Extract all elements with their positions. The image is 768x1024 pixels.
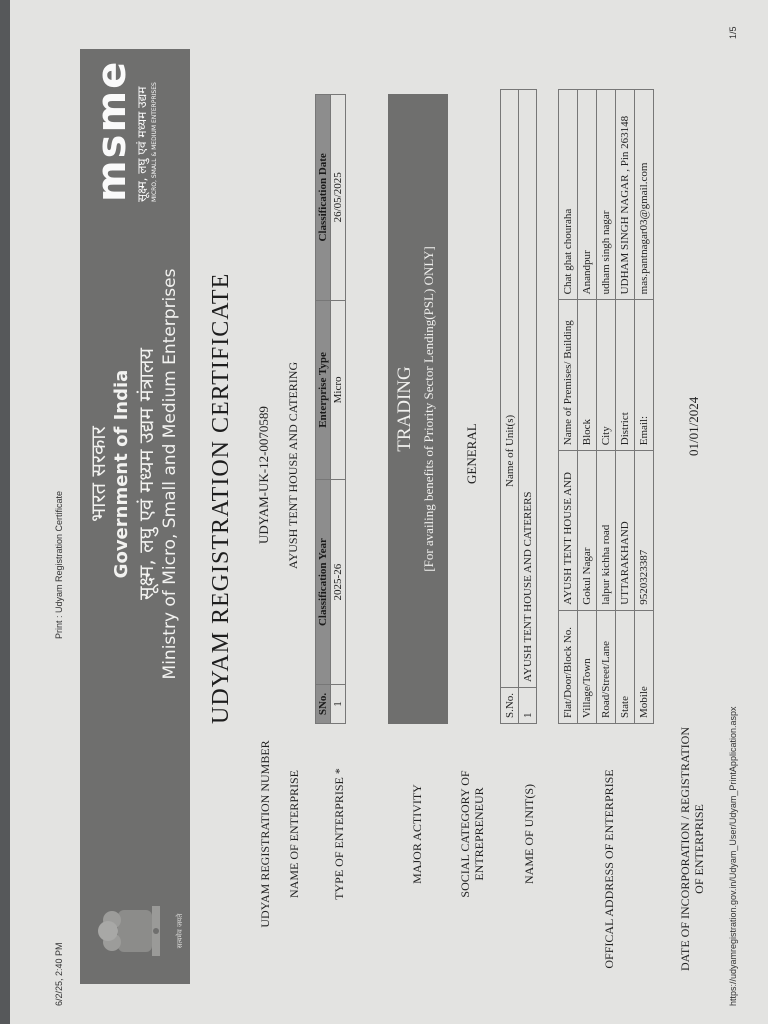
label-reg-number: UDYAM REGISTRATION NUMBER	[258, 740, 272, 928]
label-social-category: SOCIAL CATEGORY OF ENTREPRENEUR	[458, 770, 486, 898]
state-value: UTTARAKHAND	[616, 451, 635, 611]
print-timestamp: 6/2/25, 2:40 PM	[54, 942, 64, 1006]
table-row	[597, 90, 616, 724]
enterprise-name-value: AYUSH TENT HOUSE AND CATERING	[286, 361, 300, 569]
address-table	[558, 89, 654, 724]
mobile-label: Mobile	[635, 610, 654, 723]
mobile-value: 9520323387	[635, 451, 654, 611]
emblem-caption: सत्यमेव जयते	[176, 913, 184, 949]
psl-note: [For availing benefits of Priority Sector Lending(PSL) ONLY]	[421, 246, 436, 572]
print-url: https://udyamregistration.gov.in/Udyam_User/Udyam_PrintApplication.aspx	[728, 706, 738, 1006]
rotated-page	[10, 0, 768, 1024]
label-enterprise-name: NAME OF ENTERPRISE	[287, 770, 301, 899]
header-text	[86, 194, 182, 754]
city-value: udham singh nagar	[597, 90, 616, 300]
label-units: NAME OF UNIT(S)	[522, 784, 536, 884]
msme-english: MICRO, SMALL & MEDIUM ENTERPRISES	[151, 82, 158, 202]
flat-label: Flat/Door/Block No.	[559, 610, 578, 723]
units-table	[500, 89, 537, 724]
cell-unit-sno: 1	[519, 687, 537, 723]
classification-table	[315, 94, 346, 724]
block-value: Anandpur	[578, 90, 597, 300]
reg-number-value: UDYAM-UK-12-0070589	[256, 406, 271, 544]
ministry-name: Ministry of Micro, Small and Medium Enterprises	[160, 268, 180, 680]
col-unit-name: Name of Unit(s)	[501, 90, 519, 688]
label-major-activity: MAJOR ACTIVITY	[410, 784, 424, 884]
email-value: mas.pantnagar03@gmail.com	[635, 90, 654, 300]
label-incorporation-date: DATE OF INCORPORATION / REGISTRATION OF ENTERPRISE	[678, 727, 706, 972]
flat-value: AYUSH TENT HOUSE AND	[559, 451, 578, 611]
state-label: State	[616, 610, 635, 723]
cell-sno: 1	[331, 685, 346, 724]
page-number: 1/5	[728, 26, 738, 39]
table-header-row	[316, 95, 331, 724]
national-emblem-icon	[90, 896, 174, 966]
major-activity-band	[388, 94, 448, 724]
village-label: Village/Town	[578, 610, 597, 723]
table-row	[616, 90, 635, 724]
print-title: Print : Udyam Registration Certificate	[54, 490, 64, 639]
col-sno: SNo.	[316, 685, 331, 724]
col-type: Enterprise Type	[316, 300, 331, 480]
cell-year: 2025-26	[331, 480, 346, 685]
col-unit-sno: S.No.	[501, 687, 519, 723]
cell-unit-name: AYUSH TENT HOUSE AND CATERERS	[519, 90, 537, 688]
table-row	[635, 90, 654, 724]
msme-wordmark: msme	[89, 59, 135, 202]
premises-value: Chat ghat chouraha	[559, 90, 578, 300]
cell-date: 26/05/2025	[331, 95, 346, 301]
district-value: UDHAM SINGH NAGAR , Pin 263148	[616, 90, 635, 300]
table-row	[559, 90, 578, 724]
village-value: Gokul Nagar	[578, 451, 597, 611]
col-year: Classification Year	[316, 480, 331, 685]
cell-type: Micro	[331, 300, 346, 480]
block-label: Block	[578, 300, 597, 451]
major-activity-title: TRADING	[394, 366, 415, 452]
email-label: Email:	[635, 300, 654, 451]
msme-hindi: सूक्ष्म, लघु एवं मध्यम उद्यम	[135, 86, 149, 202]
hindi-ministry: सूक्ष्म, लघु एवं मध्यम उद्यम मंत्रालय	[134, 348, 158, 600]
city-label: City	[597, 300, 616, 451]
table-row	[578, 90, 597, 724]
social-category-value: GENERAL	[464, 423, 479, 484]
road-value: lalpur kichha road	[597, 451, 616, 611]
district-label: District	[616, 300, 635, 451]
certificate-paper	[10, 0, 768, 1024]
country-name: Government of India	[111, 369, 132, 579]
msme-logo	[89, 59, 159, 202]
certificate-title: UDYAM REGISTRATION CERTIFICATE	[208, 272, 234, 724]
col-date: Classification Date	[316, 95, 331, 301]
incorporation-date-value: 01/01/2024	[686, 396, 701, 456]
premises-label: Name of Premises/ Building	[559, 300, 578, 451]
road-label: Road/Street/Lane	[597, 610, 616, 723]
table-row	[519, 90, 537, 724]
table-header-row	[501, 90, 519, 724]
label-address: OFFICAL ADDRESS OF ENTERPRISE	[602, 769, 616, 969]
hindi-country: भारत सरकार	[86, 426, 110, 522]
label-enterprise-type: TYPE OF ENTERPRISE *	[332, 768, 346, 900]
header-band	[80, 49, 190, 984]
table-row	[331, 95, 346, 724]
